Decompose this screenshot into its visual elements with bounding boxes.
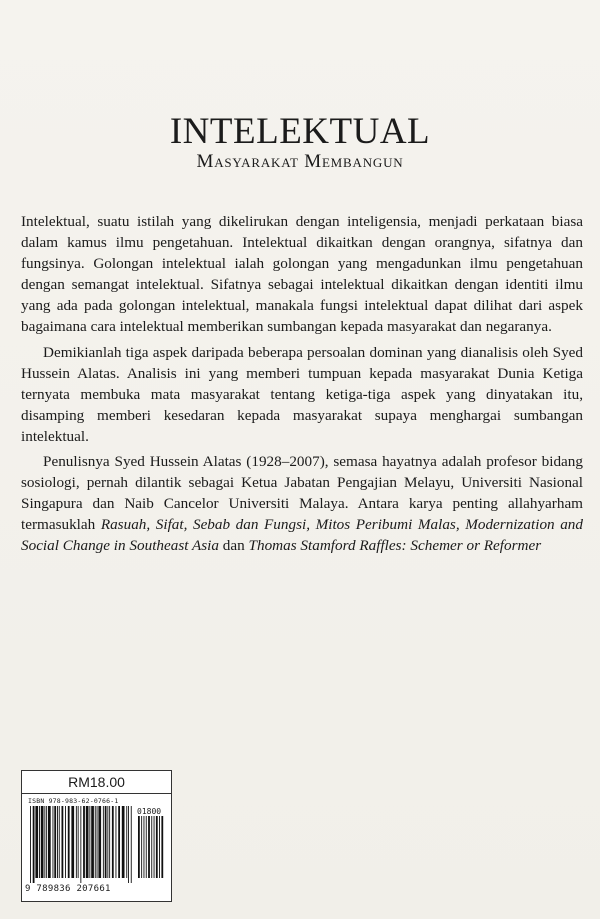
barcode-bar <box>122 806 125 878</box>
barcode-bar <box>62 806 64 878</box>
barcode-bar <box>80 806 81 883</box>
barcode-addon-bar <box>154 816 155 878</box>
barcode-bar <box>30 806 31 883</box>
barcode-bar <box>48 806 51 878</box>
price-label: RM18.00 <box>22 771 171 794</box>
barcode-bar <box>83 806 85 878</box>
isbn-text: ISBN 978-983-62-0766-1 <box>28 797 119 805</box>
barcode-bar <box>71 806 74 878</box>
barcode-bar <box>57 806 58 878</box>
blurb-paragraph-3 <box>21 451 583 556</box>
barcode-bar <box>112 806 114 878</box>
works-last: Thomas Stamford Raffles: Schemer or Reformer <box>248 537 542 555</box>
barcode-bar <box>53 806 54 878</box>
barcode-addon-bar <box>161 816 163 878</box>
barcode-bar <box>41 806 44 878</box>
barcode-bar <box>109 806 110 878</box>
barcode-bar <box>98 806 101 878</box>
barcode-bar <box>86 806 89 878</box>
barcode-addon-bar <box>144 816 145 878</box>
barcode-bars <box>30 806 165 884</box>
barcode-bar <box>128 806 129 883</box>
barcode-bar <box>103 806 104 878</box>
barcode-bar <box>126 806 127 878</box>
barcode-bar <box>91 806 94 878</box>
barcode-bar <box>68 806 70 878</box>
works-connector: dan <box>219 537 249 555</box>
barcode-addon-bar <box>146 816 147 878</box>
barcode-bar <box>78 806 79 878</box>
barcode-bar <box>105 806 107 878</box>
barcode-addon-bar <box>148 816 150 878</box>
barcode-addon-number: 01800 <box>137 807 162 816</box>
barcode-bar <box>95 806 96 878</box>
blurb-paragraph-1: Intelektual, suatu istilah yang dikelirukan dengan inteligensia, menjadi perkataan biasa dalam kamus ilmu pengetahuan. Intelektual dikaitkan dengan orangnya, sifatnya dan fungsinya. Golongan intelektual ialah golongan yang mengadunkan ilmu pengetahuan dengan semangat intelektual. Sifatnya sebagai intelektual dikaitkan dengan identiti ilmu yang ada pada golongan intelektual, manakala fungsi intelektual dapat dilihat dari aspek bagaimana cara intelektual memberikan sumbangan kepada masyarakat dan negaranya. <box>21 213 583 336</box>
barcode-bar <box>46 806 47 878</box>
barcode-bar <box>33 806 35 883</box>
barcode-bar <box>35 806 38 878</box>
book-subtitle: Masyarakat Membangun <box>196 151 404 172</box>
barcode-bar <box>44 806 45 878</box>
barcode-bar <box>97 806 98 878</box>
barcode-bar <box>107 806 108 878</box>
book-title: INTELEKTUAL <box>169 111 431 152</box>
barcode-bar <box>131 806 132 883</box>
blurb-text <box>21 211 583 561</box>
barcode-addon-bar <box>156 816 158 878</box>
barcode-addon-bar <box>141 816 142 878</box>
barcode-addon-bar <box>138 816 140 878</box>
barcode-digits: 9 789836 207661 <box>25 884 111 894</box>
blurb-paragraph-2: Demikianlah tiga aspek daripada beberapa persoalan dominan yang dianalisis oleh Syed Hussein Alatas. Analisis ini yang memberi tumpuan kepada masyarakat Dunia Ketiga ternyata membuka mata masyarakat tentang ketiga-tiga aspek yang dinyatakan itu, disamping memberi kesedaran kepada masyarakat supaya menghargai sumbangan intelektual. <box>21 343 583 445</box>
barcode-bar <box>76 806 77 878</box>
barcode-addon-bar <box>151 816 152 878</box>
barcode-bar <box>59 806 60 878</box>
barcode-bar <box>116 806 117 878</box>
barcode-bar <box>89 806 90 878</box>
barcode-bar <box>39 806 40 878</box>
works-list: Rasuah, Sifat, Sebab dan Fungsi, Mitos Peribumi Malas, Modernization and Social Change in Southeast Asia <box>21 516 583 555</box>
barcode-addon-bar <box>159 816 160 878</box>
barcode-bar <box>54 806 56 878</box>
barcode-bar <box>118 806 120 878</box>
author-bio: Penulisnya Syed Hussein Alatas (1928–2007), semasa hayatnya adalah profesor bidang sosiologi, pernah dilantik sebagai Ketua Jabatan Pengajian Melayu, Universiti Nasional Singapura dan Naib Cancelor Universiti Malaya. Antara karya penting allahyarham termasuklah <box>21 453 583 534</box>
barcode-panel <box>21 770 172 902</box>
barcode-bar <box>65 806 66 878</box>
